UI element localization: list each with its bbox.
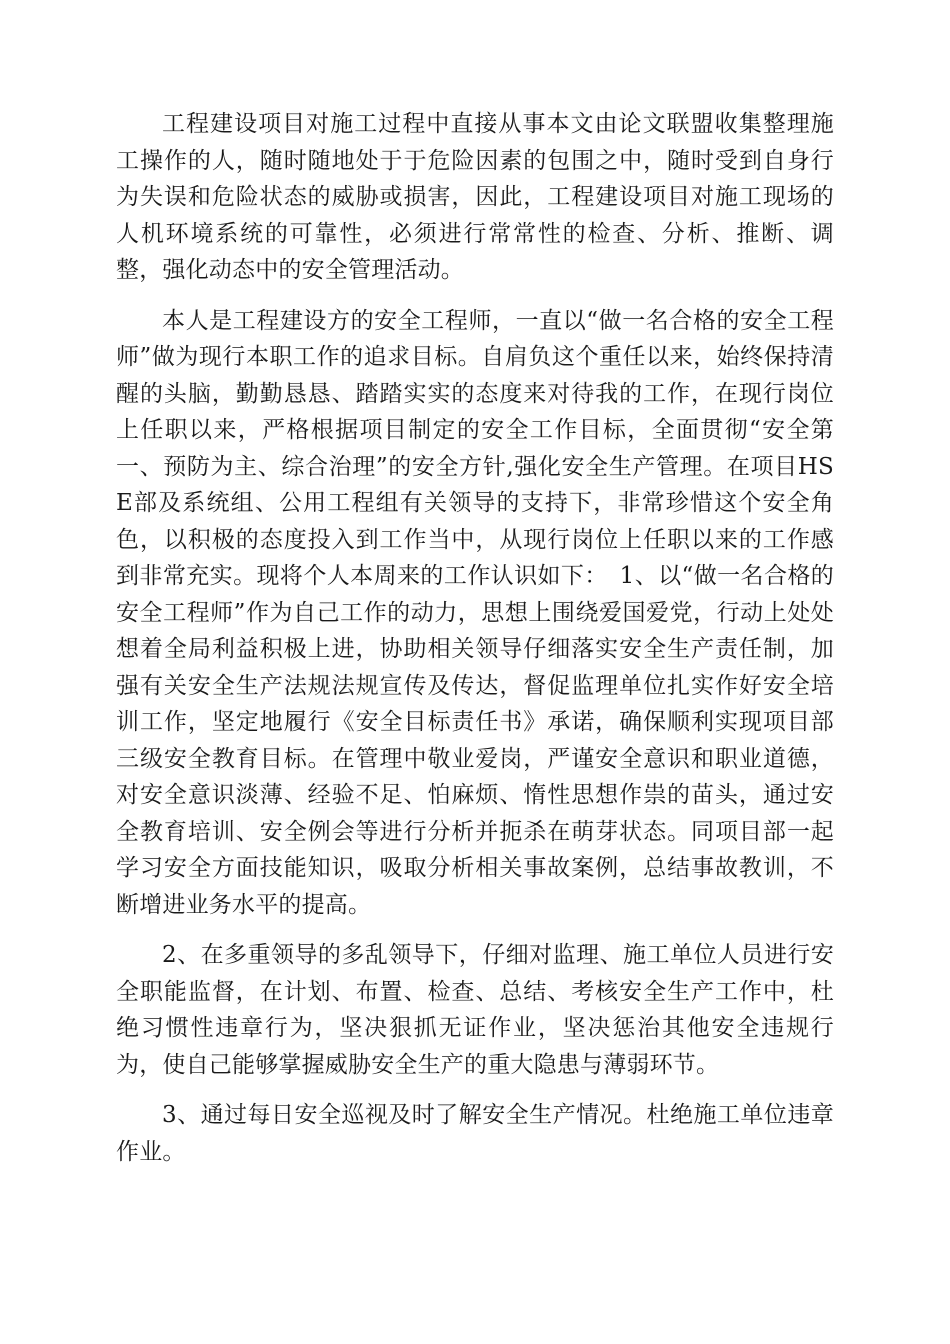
paragraph-intro: 工程建设项目对施工过程中直接从事本文由论文联盟收集整理施工操作的人，随时随地处于于危险因素的包围之中，随时受到自身行为失误和危险状态的威胁或损害，因此，工程建设项目对施工现场的人机环境系统的可靠性，必须进行常常性的检查、分析、推断、调整，强化动态中的安全管理活动。 bbox=[116, 111, 834, 283]
document-page bbox=[116, 106, 834, 1184]
paragraph-item-3: 3、通过每日安全巡视及时了解安全生产情况。杜绝施工单位违章作业。 bbox=[116, 1102, 834, 1165]
paragraph-self-intro: 本人是工程建设方的安全工程师，一直以“做一名合格的安全工程师”做为现行本职工作的追求目标。自肩负这个重任以来，始终保持清醒的头脑，勤勤恳恳、踏踏实实的态度来对待我的工作，在现行岗位上任职以来，严格根据项目制定的安全工作目标，全面贯彻“安全第一、预防为主、综合治理”的安全方针,强化安全生产管理。在项目HSE部及系统组、公用工程组有关领导的支持下，非常珍惜这个安全角色，以积极的态度投入到工作当中，从现行岗位上任职以来的工作感到非常充实。现将个人本周来的工作认识如下： 1、以“做一名合格的安全工程师”作为自己工作的动力，思想上围绕爱国爱党，行动上处处想着全局利益积极上进，协助相关领导仔细落实安全生产责任制，加强有关安全生产法规法规宣传及传达，督促监理单位扎实作好安全培训工作，坚定地履行《安全目标责任书》承诺，确保顺利实现项目部三级安全教育目标。在管理中敬业爱岗，严谨安全意识和职业道德，对安全意识淡薄、经验不足、怕麻烦、惰性思想作祟的苗头，通过安全教育培训、安全例会等进行分析并扼杀在萌芽状态。同项目部一起学习安全方面技能知识，吸取分析相关事故案例，总结事故教训，不断增进业务水平的提高。 bbox=[116, 307, 834, 918]
paragraph-item-2: 2、在多重领导的多乱领导下，仔细对监理、施工单位人员进行安全职能监督，在计划、布置、检查、总结、考核安全生产工作中，杜绝习惯性违章行为，坚决狠抓无证作业，坚决惩治其他安全违规行为，使自己能够掌握威胁安全生产的重大隐患与薄弱环节。 bbox=[116, 942, 834, 1078]
